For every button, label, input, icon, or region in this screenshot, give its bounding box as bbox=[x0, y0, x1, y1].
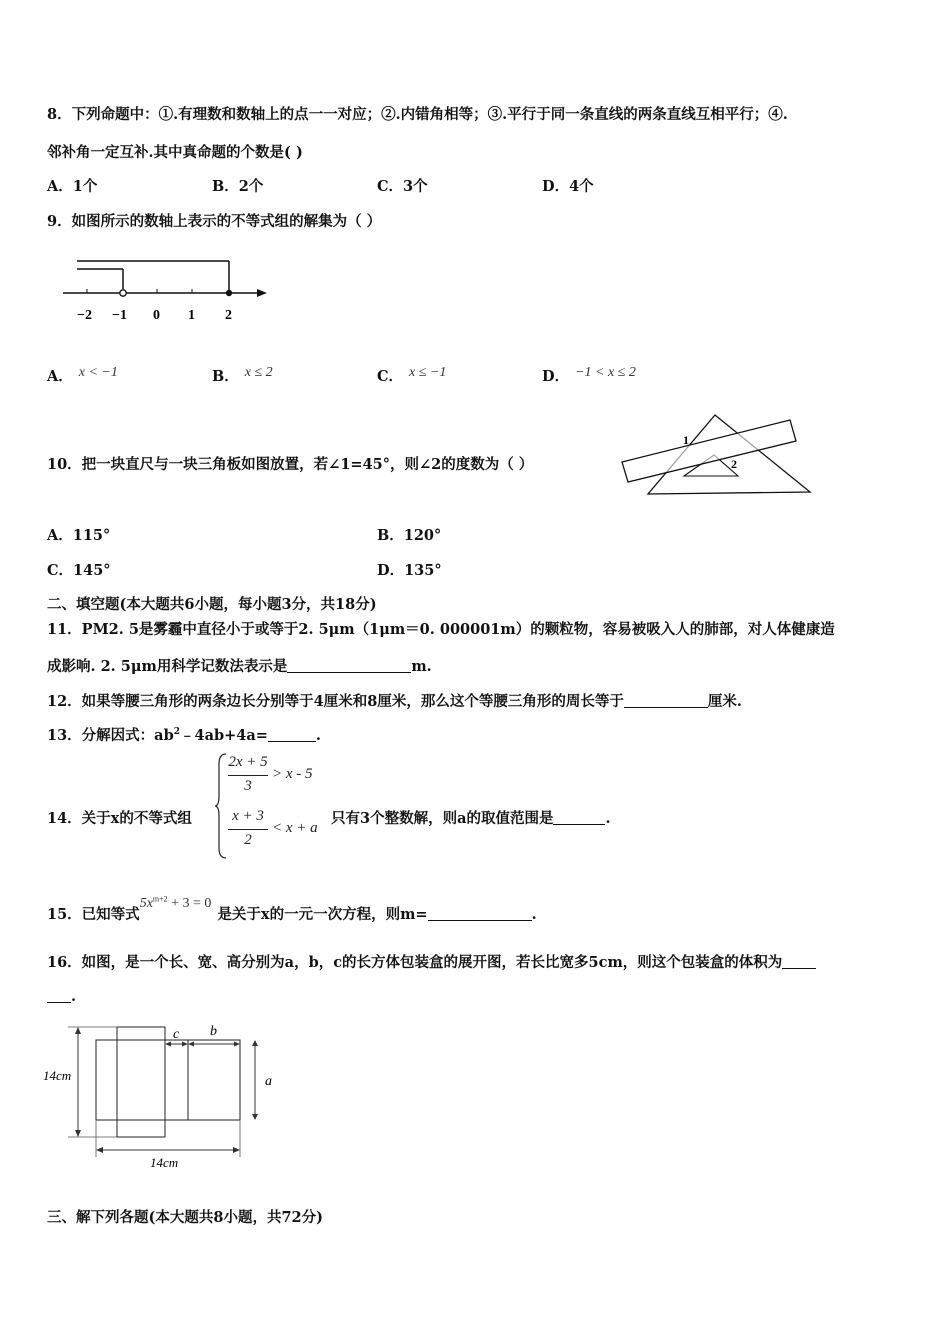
open-point bbox=[120, 290, 126, 296]
option-letter: B． bbox=[212, 368, 239, 385]
angle-label-1: 1 bbox=[683, 433, 689, 447]
q16-line2 bbox=[47, 988, 76, 1005]
q16-answer-blank-b[interactable] bbox=[47, 988, 71, 1003]
q10-option-a: A．115° bbox=[47, 527, 111, 544]
angle-label-2: 2 bbox=[731, 457, 737, 471]
q9-option-c bbox=[377, 365, 446, 386]
brace-icon bbox=[214, 752, 228, 860]
section3-heading: 三、解下列各题(本大题共8小题，共72分) bbox=[47, 1209, 323, 1226]
q15-line bbox=[47, 894, 537, 924]
eq1-rhs: > x - 5 bbox=[272, 766, 313, 782]
axis-label: −2 bbox=[77, 308, 92, 323]
option-letter: C． bbox=[377, 368, 404, 385]
q9-option-a bbox=[47, 365, 118, 386]
label-c: c bbox=[173, 1027, 180, 1042]
q8-line2: 邻补角一定互补.其中真命题的个数是( ) bbox=[47, 144, 303, 161]
q12-unit: 厘米. bbox=[707, 693, 742, 710]
q11-unit: m. bbox=[411, 658, 432, 675]
q15-exponent: m+2 bbox=[152, 894, 168, 904]
q15-base: 5x bbox=[139, 896, 153, 911]
label-14cm-bottom: 14cm bbox=[150, 1155, 179, 1170]
q15-equation bbox=[140, 896, 212, 911]
q13-period: . bbox=[315, 727, 321, 744]
axis-label: 0 bbox=[153, 308, 160, 323]
q15-answer-blank[interactable] bbox=[428, 906, 532, 921]
q8-line1: 8．下列命题中：①.有理数和数轴上的点一一对应；②.内错角相等；③.平行于同一条直线的两条直线互相平行；④. bbox=[47, 106, 788, 123]
net-main-rect bbox=[96, 1040, 240, 1120]
eq2-fraction-bar bbox=[228, 829, 268, 830]
q15-text: 15．已知等式 bbox=[47, 906, 140, 923]
q13-answer-blank[interactable] bbox=[268, 727, 316, 742]
q11-line1: 11．PM2. 5是雾霾中直径小于或等于2. 5μm（1μm＝0. 000001m）的颗粒物，容易被吸入人的肺部，对人体健康造 bbox=[47, 621, 835, 638]
q15-period: . bbox=[531, 906, 537, 923]
q11-line2 bbox=[47, 655, 432, 676]
eq1-numerator: 2x + 5 bbox=[228, 754, 268, 770]
q13-expression: ﹣4ab+4a= bbox=[179, 727, 268, 744]
eq1-fraction-bar bbox=[228, 775, 268, 776]
option-math: x ≤ −1 bbox=[409, 365, 447, 380]
q16-period: . bbox=[71, 988, 77, 1005]
q9-option-d bbox=[542, 365, 636, 386]
eq2-denominator: 2 bbox=[244, 832, 252, 848]
q8-option-a: A．1个 bbox=[47, 178, 98, 195]
q10-option-c: C．145° bbox=[47, 562, 111, 579]
q10-option-d: D．135° bbox=[377, 562, 442, 579]
option-math: −1 < x ≤ 2 bbox=[575, 365, 636, 380]
option-letter: A． bbox=[47, 368, 73, 385]
q8-option-d: D．4个 bbox=[542, 178, 594, 195]
label-b: b bbox=[210, 1024, 217, 1039]
option-math: x < −1 bbox=[78, 365, 118, 380]
axis-label: 2 bbox=[225, 308, 232, 323]
q16-text: 16．如图，是一个长、宽、高分别为a，b，c的长方体包装盒的展开图，若长比宽多5cm，则这个包装盒的体积为 bbox=[47, 954, 783, 971]
q8-option-c: C．3个 bbox=[377, 178, 428, 195]
option-letter: D． bbox=[542, 368, 570, 385]
section2-heading: 二、填空题(本大题共6小题，每小题3分，共18分) bbox=[47, 596, 377, 613]
axis-label: 1 bbox=[188, 308, 195, 323]
label-a: a bbox=[265, 1074, 272, 1089]
q13-text: 13．分解因式：ab bbox=[47, 727, 174, 744]
ruler bbox=[622, 420, 796, 482]
eq2-numerator: x + 3 bbox=[232, 808, 264, 824]
q14-tail bbox=[331, 807, 611, 828]
q14-lead: 14．关于x的不等式组 bbox=[47, 810, 192, 827]
q11-text: 成影响. 2. 5μm用科学记数法表示是 bbox=[47, 658, 288, 675]
label-14cm-left: 14cm bbox=[43, 1068, 72, 1083]
q12-line bbox=[47, 690, 742, 711]
q16-box-net-figure bbox=[40, 1022, 285, 1172]
q14-text: 只有3个整数解，则a的取值范围是 bbox=[331, 810, 554, 827]
axis-label: −1 bbox=[112, 308, 127, 323]
q10-stem: 10．把一块直尺与一块三角板如图放置，若∠1=45°，则∠2的度数为（ ） bbox=[47, 456, 534, 473]
q16-line1 bbox=[47, 951, 816, 972]
q14-period: . bbox=[605, 810, 611, 827]
q12-answer-blank[interactable] bbox=[624, 693, 708, 708]
q14-answer-blank[interactable] bbox=[553, 810, 605, 825]
q13-line bbox=[47, 724, 321, 745]
option-math: x ≤ 2 bbox=[244, 365, 273, 380]
q9-number-line-figure bbox=[55, 258, 280, 328]
q16-answer-blank-a[interactable] bbox=[782, 954, 816, 969]
q11-answer-blank[interactable] bbox=[287, 658, 411, 673]
eq1-denominator: 3 bbox=[244, 778, 252, 794]
q14-inequality-system bbox=[214, 752, 334, 860]
closed-point bbox=[226, 290, 232, 296]
q15-text2: 是关于x的一元一次方程，则m= bbox=[217, 906, 428, 923]
q13-exponent: 2 bbox=[173, 727, 180, 738]
q9-stem: 9．如图所示的数轴上表示的不等式组的解集为（ ） bbox=[47, 213, 382, 230]
axis-arrow bbox=[257, 289, 267, 297]
q9-option-b bbox=[212, 365, 273, 386]
q12-text: 12．如果等腰三角形的两条边长分别等于4厘米和8厘米，那么这个等腰三角形的周长等于 bbox=[47, 693, 624, 710]
q10-option-b: B．120° bbox=[377, 527, 442, 544]
q15-rest: + 3 = 0 bbox=[167, 896, 212, 911]
q10-ruler-triangle-figure bbox=[618, 410, 818, 502]
eq2-rhs: < x + a bbox=[272, 820, 318, 836]
q8-option-b: B．2个 bbox=[212, 178, 264, 195]
